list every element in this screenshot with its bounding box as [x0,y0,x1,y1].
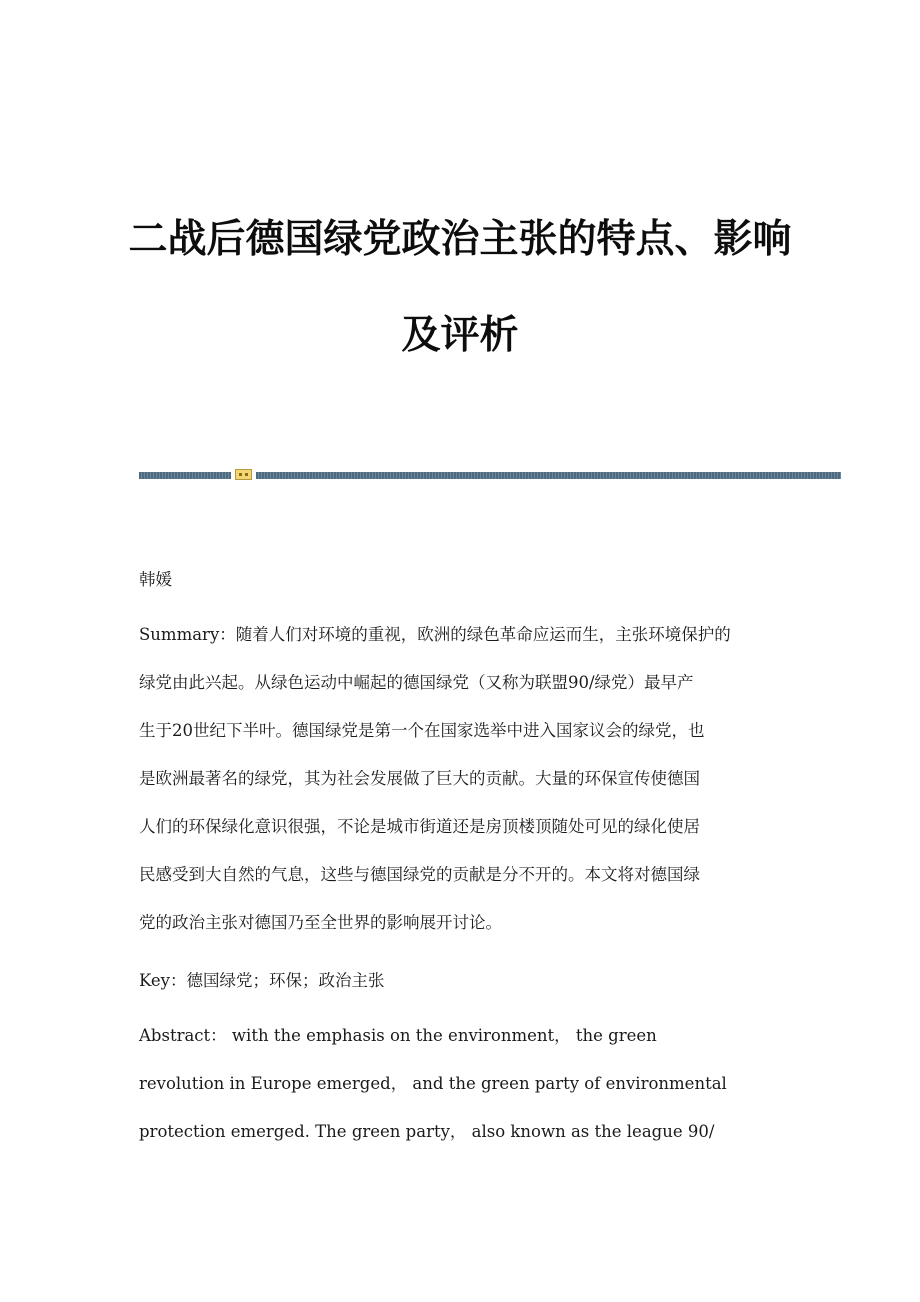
decorative-divider [139,467,841,483]
keywords-line: Key：德国绿党；环保；政治主张 [139,971,385,990]
summary-line: 是欧洲最著名的绿党，其为社会发展做了巨大的贡献。大量的环保宣传使德国 [139,769,700,788]
summary-line: 党的政治主张对德国乃至全世界的影响展开讨论。 [139,913,502,932]
author-name: 韩媛 [139,570,172,589]
divider-bar-right [256,472,841,479]
summary-line: 民感受到大自然的气息，这些与德国绿党的贡献是分不开的。本文将对德国绿 [139,865,700,884]
summary-line: 人们的环保绿化意识很强，不论是城市街道还是房顶楼顶随处可见的绿化使居 [139,817,700,836]
abstract-line: Abstract： with the emphasis on the environment， the green [139,1026,657,1045]
abstract-line: revolution in Europe emerged， and the green party of environmental [139,1074,727,1093]
summary-line: 生于20世纪下半叶。德国绿党是第一个在国家选举中进入国家议会的绿党，也 [139,721,705,740]
document-title-line-2: 及评析 [401,312,519,358]
divider-ornament-icon [235,469,252,480]
divider-bar-left [139,472,231,479]
abstract-line: protection emerged. The green party， also known as the league 90/ [139,1122,715,1141]
summary-line: Summary：随着人们对环境的重视，欧洲的绿色革命应运而生，主张环境保护的 [139,625,731,644]
document-title-line-1: 二战后德国绿党政治主张的特点、影响 [128,216,792,262]
summary-line: 绿党由此兴起。从绿色运动中崛起的德国绿党（又称为联盟90/绿党）最早产 [139,673,694,692]
